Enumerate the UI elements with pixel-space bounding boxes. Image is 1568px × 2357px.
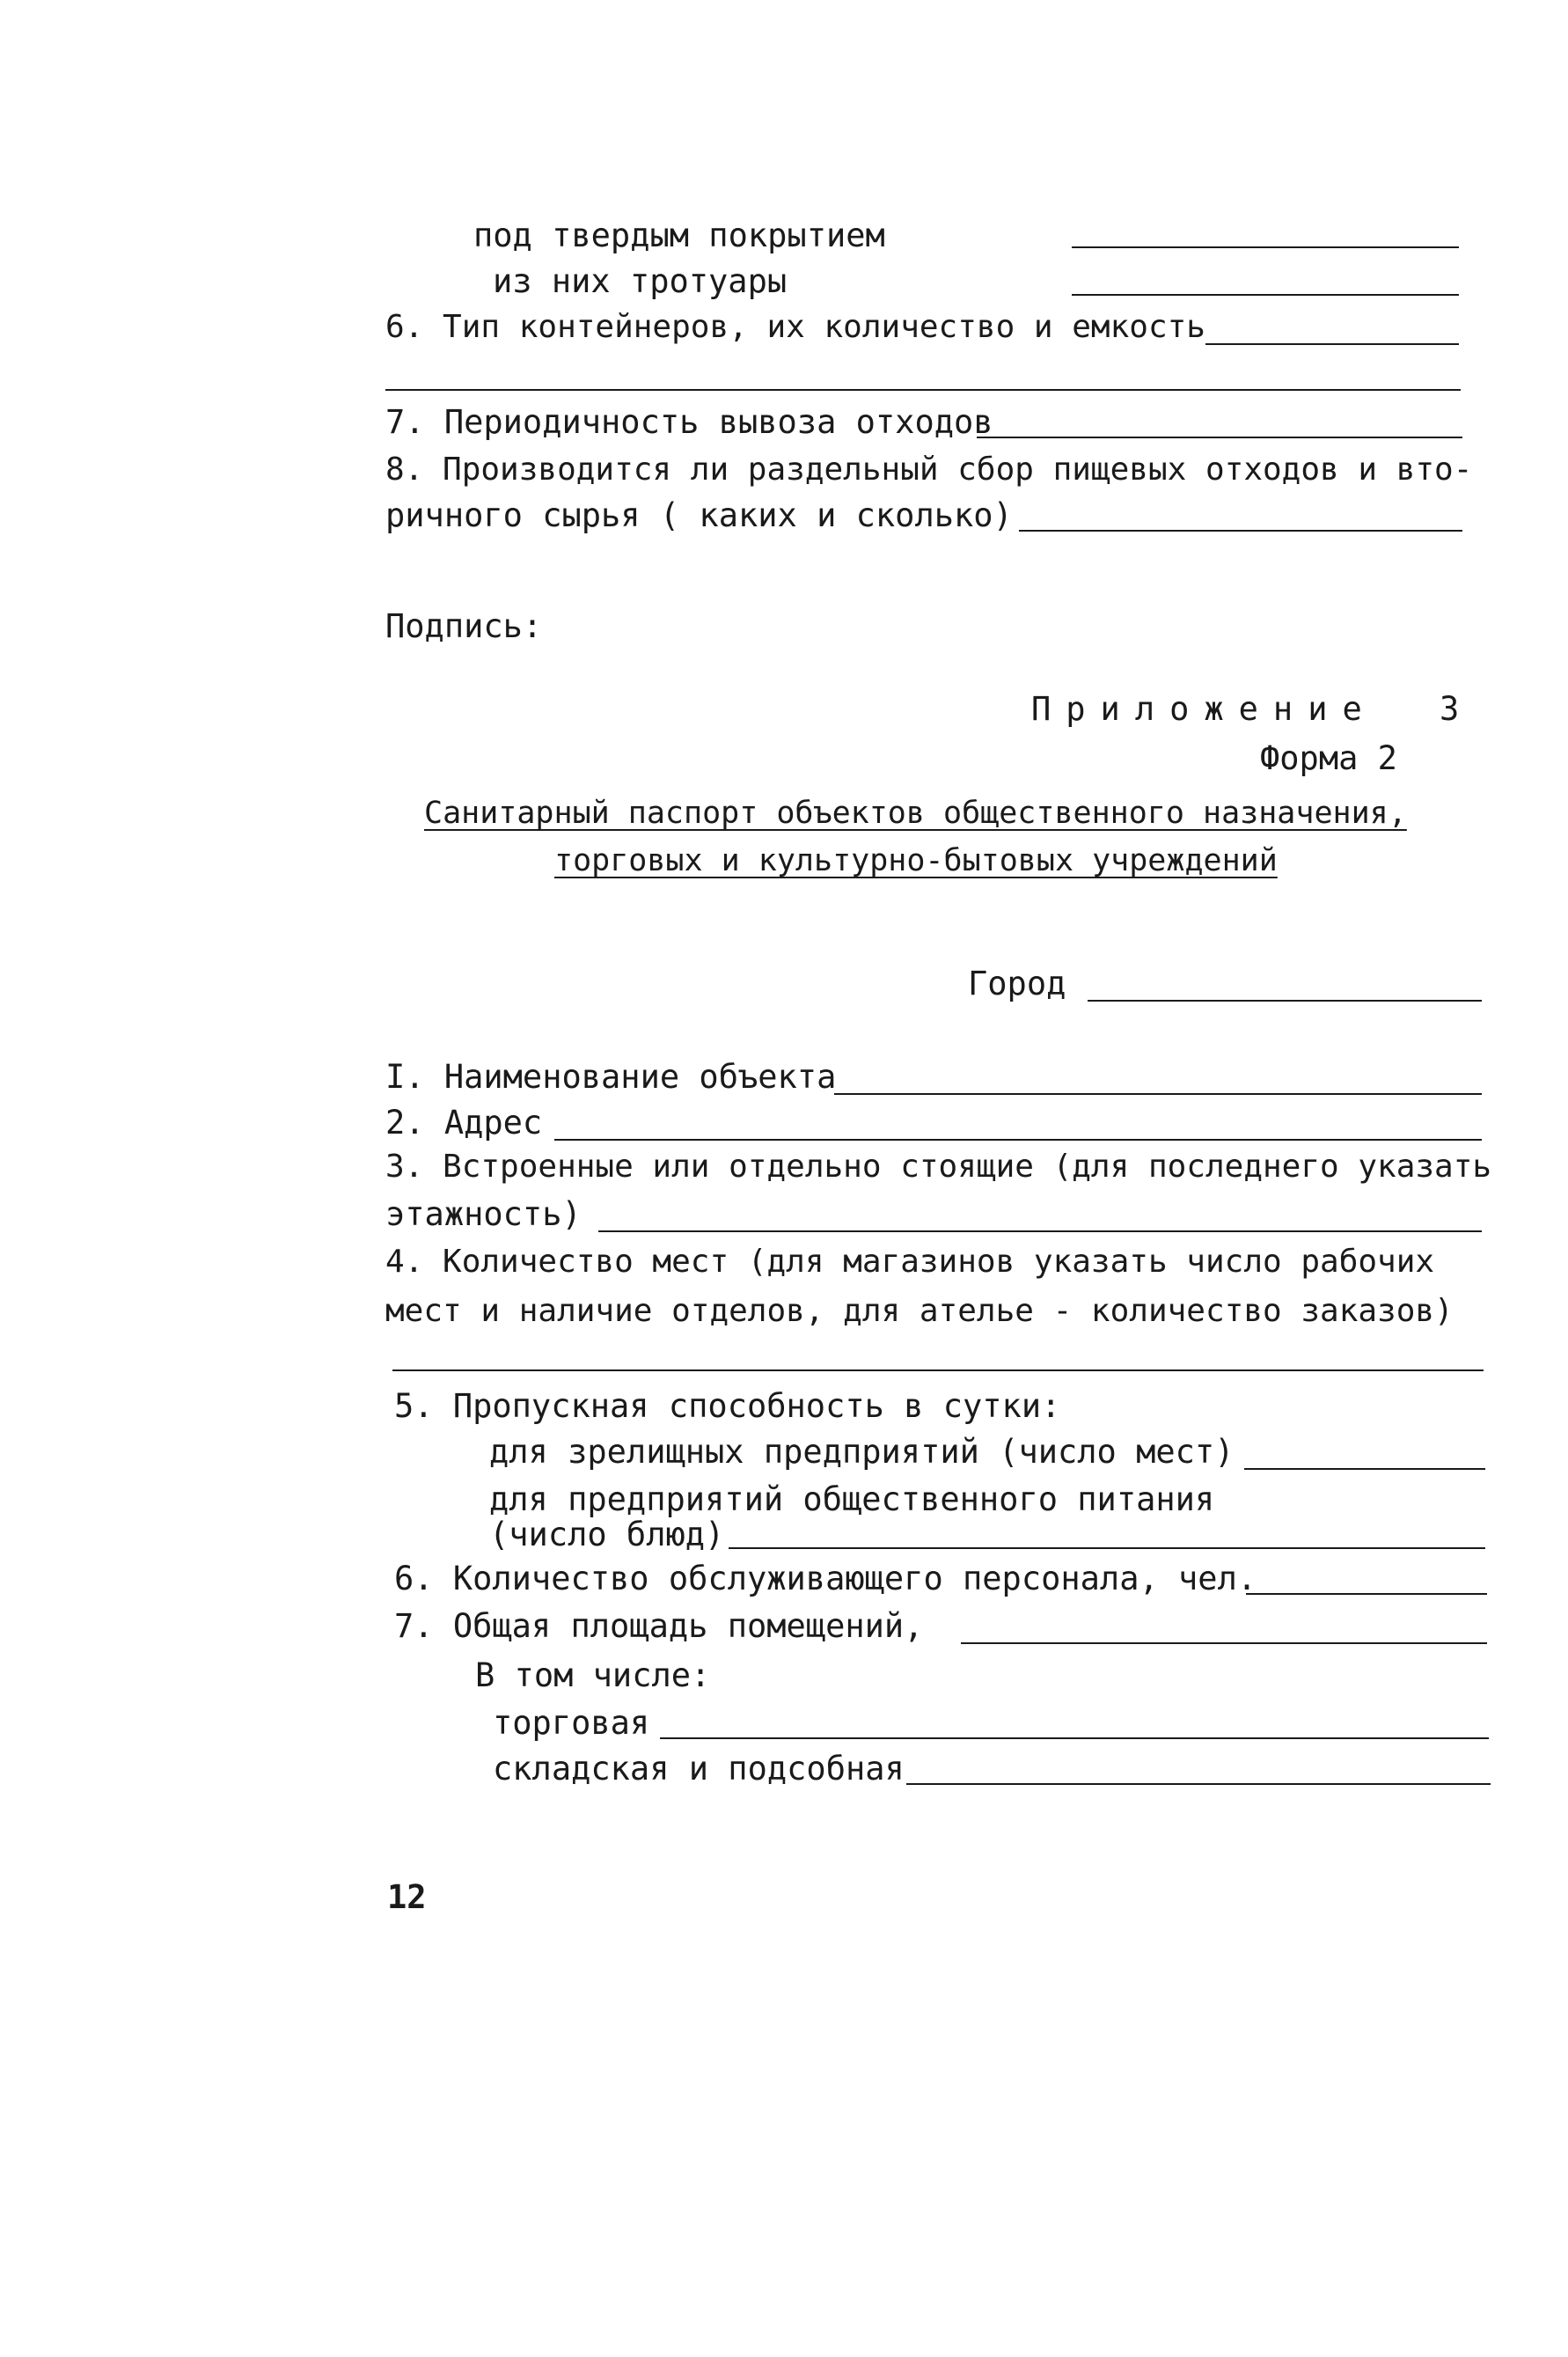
hard-surface-label: под твердым покрытием xyxy=(473,217,885,254)
field-1-line[interactable] xyxy=(834,1093,1482,1095)
appendix-label: Приложение xyxy=(1031,690,1377,728)
field-7-storage-label: складская и подсобная xyxy=(493,1750,905,1788)
field-6-line[interactable] xyxy=(1246,1593,1487,1595)
item-6-line-2 xyxy=(385,389,1461,391)
field-7-trade-line[interactable] xyxy=(660,1737,1489,1739)
item-6-label: 6. Тип контейнеров, их количество и емкость xyxy=(385,309,1205,345)
field-5a-line[interactable] xyxy=(1244,1468,1485,1470)
field-4-line[interactable] xyxy=(392,1369,1484,1371)
field-7-trade-label: торговая xyxy=(493,1704,650,1742)
field-3-label-line1: 3. Встроенные или отдельно стоящие (для последнего указать xyxy=(385,1149,1492,1185)
hard-surface-line xyxy=(1072,246,1459,248)
field-3-line[interactable] xyxy=(598,1230,1482,1232)
field-7-label: 7. Общая площадь помещений, xyxy=(394,1607,924,1645)
field-7-storage-line[interactable] xyxy=(906,1783,1491,1785)
form-number: Форма 2 xyxy=(1260,739,1397,777)
appendix-number: 3 xyxy=(1440,690,1460,728)
item-7-label: 7. Периодичность вывоза отходов xyxy=(385,403,993,441)
sidewalks-line xyxy=(1072,294,1459,296)
document-title-line1: Санитарный паспорт объектов общественного назначения, xyxy=(424,796,1407,831)
field-5b-label-line2: (число блюд) xyxy=(489,1516,725,1553)
page-number: 12 xyxy=(387,1878,427,1916)
field-2-line[interactable] xyxy=(554,1139,1482,1141)
field-4-label-line1: 4. Количество мест (для магазинов указать число рабочих xyxy=(385,1244,1435,1280)
signature-label: Подпись: xyxy=(385,607,543,645)
field-2-label: 2. Адрес xyxy=(385,1104,543,1142)
field-3-label-line2: этажность) xyxy=(385,1195,582,1233)
sidewalks-label: из них тротуары xyxy=(493,262,788,300)
item-8-line xyxy=(1019,530,1462,532)
item-7-line xyxy=(977,437,1462,438)
document-title-line2: торговых и культурно-бытовых учреждений xyxy=(554,843,1278,878)
field-4-label-line2: мест и наличие отделов, для ателье - количество заказов) xyxy=(385,1293,1454,1329)
city-label: Город xyxy=(968,965,1066,1002)
item-6-line xyxy=(1205,343,1459,345)
field-6-label: 6. Количество обслуживающего персонала, чел. xyxy=(394,1560,1257,1597)
item-8-label-line1: 8. Производится ли раздельный сбор пищевых отходов и вто- xyxy=(385,452,1473,488)
field-1-label: I. Наименование объекта xyxy=(385,1058,837,1096)
field-5a-label: для зрелищных предприятий (число мест) xyxy=(489,1433,1235,1471)
field-5-label: 5. Пропускная способность в сутки: xyxy=(394,1387,1061,1425)
field-7-including-label: В том числе: xyxy=(475,1656,711,1694)
field-7-line[interactable] xyxy=(961,1642,1487,1644)
city-field[interactable] xyxy=(1088,1000,1482,1002)
field-5b-line[interactable] xyxy=(729,1547,1485,1549)
item-8-label-line2: ричного сырья ( каких и сколько) xyxy=(385,496,1013,534)
field-5b-label-line1: для предприятий общественного питания xyxy=(489,1480,1215,1518)
